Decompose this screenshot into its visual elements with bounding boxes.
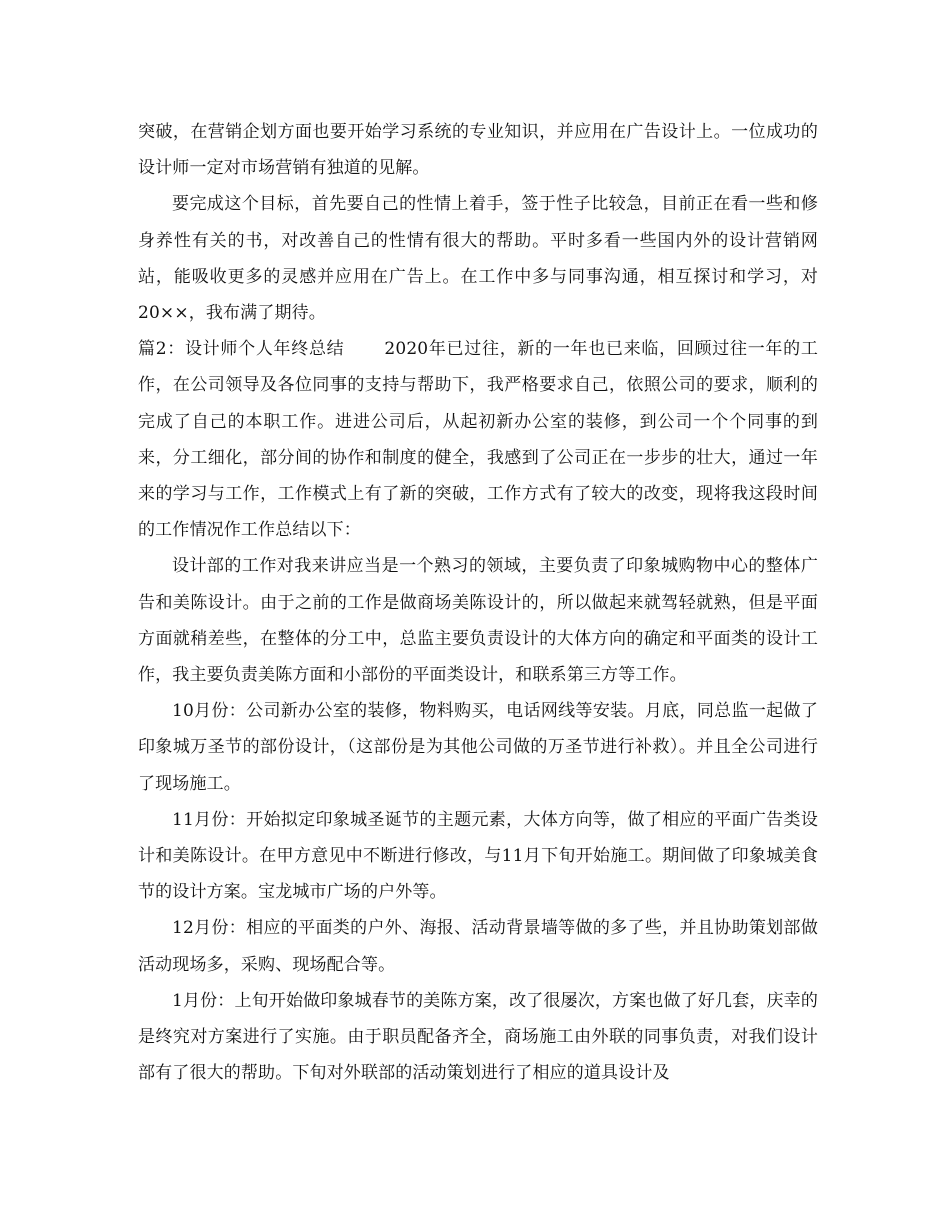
paragraph-2-text: 要完成这个目标，首先要自己的性情上着手，签于性子比较急，目前正在看一些和修身养性有关的书，对改善自己的性情有很大的帮助。平时多看一些国内外的设计营销网站，能吸收更多的灵感并应用在广告上。在工作中多与同事沟通，相互探讨和学习，对20××，我布满了期待。 — [138, 194, 818, 324]
paragraph-4 — [138, 548, 818, 693]
document-body — [138, 114, 818, 1091]
paragraph-1 — [138, 114, 818, 186]
paragraph-7-text: 12月份：相应的平面类的户外、海报、活动背景墙等做的多了些，并且协助策划部做活动现场多，采购、现场配合等。 — [138, 918, 818, 975]
paragraph-7 — [138, 910, 818, 982]
paragraph-6 — [138, 802, 818, 911]
paragraph-8-text: 1月份：上旬开始做印象城春节的美陈方案，改了很屡次，方案也做了好几套，庆幸的是终究对方案进行了实施。由于职员配备齐全，商场施工由外联的同事负责，对我们设计部有了很大的帮助。下旬对外联部的活动策划进行了相应的道具设计及 — [138, 990, 818, 1084]
paragraph-5 — [138, 693, 818, 802]
paragraph-5-text: 10月份：公司新办公室的装修，物料购买，电话网线等安装。月底，同总监一起做了印象城万圣节的部份设计，（这部份是为其他公司做的万圣节进行补救）。并且全公司进行了现场施工。 — [138, 701, 818, 794]
section-heading: 篇2：设计师个人年终总结 — [138, 339, 345, 360]
paragraph-3 — [138, 331, 818, 548]
paragraph-2 — [138, 186, 818, 331]
paragraph-1-text: 突破，在营销企划方面也要开始学习系统的专业知识，并应用在广告设计上。一位成功的设计师一定对市场营销有独道的见解。 — [138, 122, 818, 179]
paragraph-6-text: 11月份：开始拟定印象城圣诞节的主题元素，大体方向等，做了相应的平面广告类设计和美陈设计。在甲方意见中不断进行修改，与11月下旬开始施工。期间做了印象城美食节的设计方案。宝龙城市广场的户外等。 — [138, 809, 818, 903]
paragraph-3-text: 2020年已过往，新的一年也已来临，回顾过往一年的工作，在公司领导及各位同事的支持与帮助下，我严格要求自己，依照公司的要求，顺利的完成了自己的本职工作。进进公司后，从起初新办公室的装修，到公司一个个同事的到来，分工细化，部分间的协作和制度的健全，我感到了公司正在一步步的壮大，通过一年来的学习与工作，工作模式上有了新的突破，工作方式有了较大的改变，现将我这段时间的工作情况作工作总结以下： — [138, 339, 818, 541]
paragraph-8 — [138, 983, 818, 1092]
paragraph-4-text: 设计部的工作对我来讲应当是一个熟习的领域，主要负责了印象城购物中心的整体广告和美陈设计。由于之前的工作是做商场美陈设计的，所以做起来就驾轻就熟，但是平面方面就稍差些，在整体的分工中，总监主要负责设计的大体方向的确定和平面类的设计工作，我主要负责美陈方面和小部份的平面类设计，和联系第三方等工作。 — [138, 556, 818, 686]
